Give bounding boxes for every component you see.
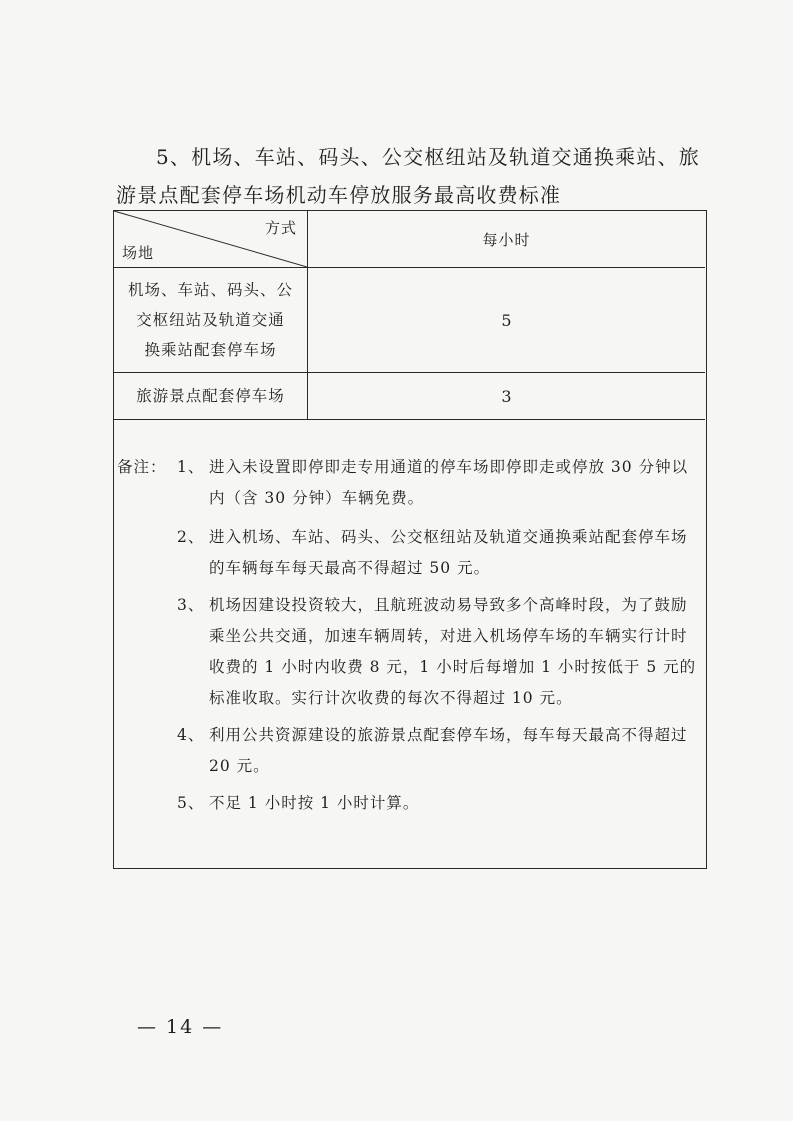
- remark-item: [117, 720, 697, 782]
- table-header-row: [114, 211, 705, 268]
- remark-text: 机场因建设投资较大，且航班波动易导致多个高峰时段，为了鼓励乘坐公共交通，加速车辆周转，对进入机场停车场的车辆实行计时收费的 1 小时内收费 8 元，1 小时后每增加 1 小时按低于 5 元的标准收取。实行计次收费的每次不得超过 10 元。: [209, 596, 697, 707]
- venue-line: 交枢纽站及轨道交通: [136, 311, 285, 329]
- remark-number: 3、: [177, 596, 205, 614]
- fee-value-cell: 5: [308, 268, 706, 373]
- venue-line: 机场、车站、码头、公: [127, 281, 293, 299]
- heading-line-1: 5、机场、车站、码头、公交枢纽站及轨道交通换乘站、旅: [156, 145, 700, 169]
- table-row: [114, 373, 705, 420]
- remark-item: [117, 452, 697, 514]
- heading-line-2: 游景点配套停车场机动车停放服务最高收费标准: [116, 183, 562, 207]
- section-heading: [116, 138, 712, 214]
- fee-table: [114, 211, 705, 420]
- venue-cell: [114, 373, 308, 420]
- remark-item: [117, 522, 697, 584]
- diagonal-header-cell: [114, 211, 308, 268]
- page-number: — 14 —: [137, 1016, 224, 1038]
- remark-item: [117, 590, 697, 714]
- remark-number: 4、: [177, 726, 205, 744]
- remark-number: 1、: [177, 458, 205, 476]
- header-venue-label: 场地: [122, 244, 155, 262]
- remark-item: [117, 788, 697, 819]
- fee-value-cell: 3: [308, 373, 706, 420]
- remark-text: 不足 1 小时按 1 小时计算。: [209, 794, 420, 812]
- table-row: [114, 268, 705, 373]
- remark-text: 利用公共资源建设的旅游景点配套停车场，每车每天最高不得超过 20 元。: [209, 726, 688, 775]
- venue-cell: [114, 268, 308, 373]
- header-per-hour: 每小时: [308, 211, 706, 268]
- remark-text: 进入未设置即停即走专用通道的停车场即停即走或停放 30 分钟以内（含 30 分钟）车辆免费。: [209, 458, 689, 507]
- remark-text: 进入机场、车站、码头、公交枢纽站及轨道交通换乘站配套停车场的车辆每车每天最高不得超过 50 元。: [209, 528, 688, 577]
- remark-number: 2、: [177, 528, 205, 546]
- venue-line: 旅游景点配套停车场: [136, 387, 285, 405]
- header-method-label: 方式: [264, 219, 297, 237]
- remarks-label: 备注：: [117, 458, 167, 476]
- remarks-section: [117, 452, 697, 825]
- remark-number: 5、: [177, 794, 205, 812]
- venue-line: 换乘站配套停车场: [144, 341, 277, 359]
